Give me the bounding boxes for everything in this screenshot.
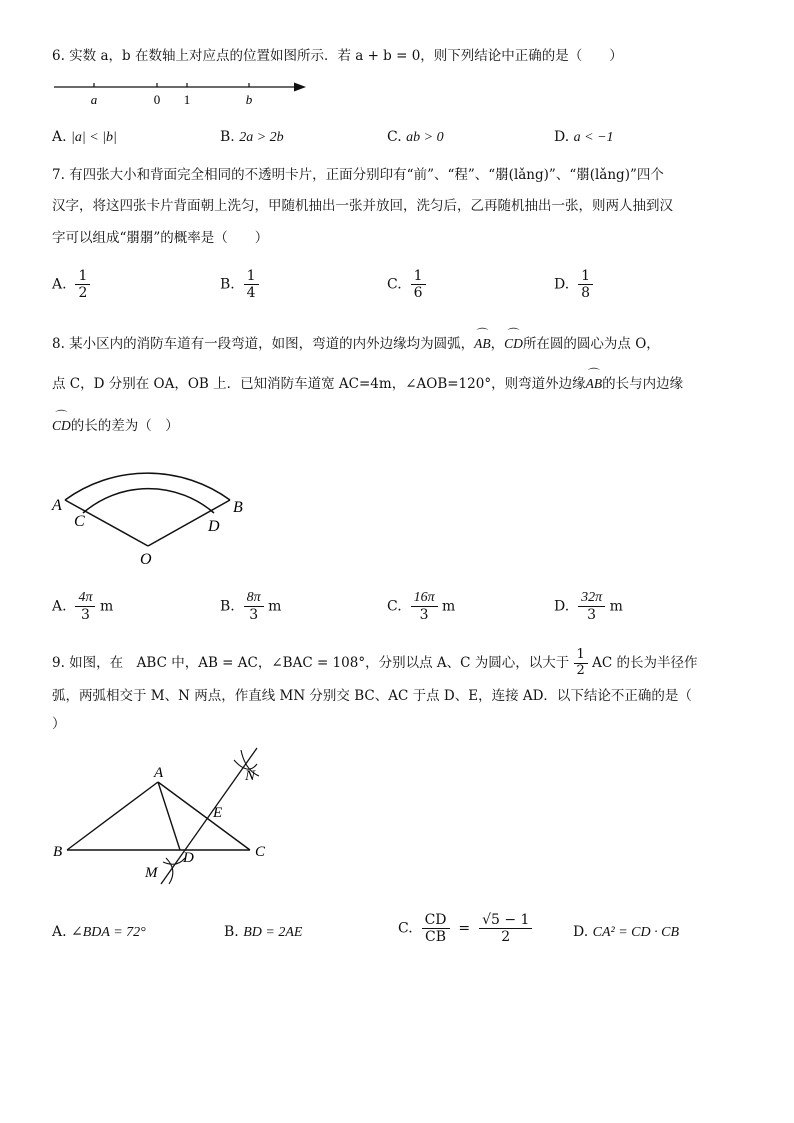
q6-stem: 6. 实数 a，b 在数轴上对应点的位置如图所示．若 a + b = 0，则下列结论中正确的是（ ） [52, 48, 623, 64]
axis-label-b: b [245, 92, 253, 107]
arc-ab-label: ⌒ AB [474, 336, 491, 352]
q9-option-c[interactable]: C. $\frac{CD}{CB}$ = $\frac{√5 - 1}{2}$ [398, 912, 532, 945]
q7-option-b[interactable]: B. $\frac{1}{4}$ [220, 268, 259, 301]
figure-label-d: D [208, 518, 220, 535]
figure-label-m: M [145, 865, 158, 881]
figure-label-c: C [255, 844, 266, 860]
q6-number-line [50, 74, 312, 108]
q8-line-2: 点 C，D 分别在 OA，OB 上．已知消防车道宽 AC=4m，∠AOB=120°，则弯道外边缘⌒ AB的长与内边缘 [52, 376, 683, 392]
q9-line-1: 9. 如图，在 ABC 中，AB = AC，∠BAC = 108°，分别以点 A、C 为圆心，以大于 $\frac{1}{2}$ AC 的长为半径作 [52, 647, 698, 678]
figure-label-b: B [233, 499, 243, 516]
q8-option-d[interactable]: D. $\frac{32\pi}{3}$ m [554, 590, 623, 624]
axis-label-1: 1 [183, 92, 191, 107]
number-line-arrow-icon [294, 83, 306, 92]
figure-label-a: A [52, 497, 62, 514]
axis-label-a: a [90, 92, 98, 107]
q7-option-d[interactable]: D. $\frac{1}{8}$ [554, 268, 593, 301]
segment-ad [158, 782, 180, 850]
figure-label-d: D [183, 850, 194, 866]
q7-line-1: 7. 有四张大小和背面完全相同的不透明卡片，正面分别印有“前”、“程”、“朤(lǎng)”、“朤(lǎng)”四个 [52, 167, 664, 183]
q9-line-3: ） [52, 716, 66, 732]
q8-line-3: ⌒ CD的长的差为（ ） [52, 418, 179, 434]
figure-label-c: C [74, 513, 85, 530]
q9-option-a[interactable]: A. ∠BDA = 72° [52, 924, 146, 940]
q8-option-b[interactable]: B. $\frac{8\pi}{3}$ m [220, 590, 282, 624]
q7-option-a[interactable]: A. $\frac{1}{2}$ [52, 268, 90, 301]
figure-label-a: A [154, 765, 164, 781]
q7-line-3: 字可以组成“朤朤”的概率是（ ） [52, 230, 269, 246]
q6-option-a[interactable]: A. |a| < |b| [52, 129, 117, 145]
q9-line-2: 弧，两弧相交于 M、N 两点，作直线 MN 分别交 BC、AC 于点 D、E，连接 AD．以下结论不正确的是（ [52, 688, 692, 704]
q8-option-a[interactable]: A. $\frac{4\pi}{3}$ m [52, 590, 114, 624]
segment-ba [67, 782, 158, 850]
q8-road-figure [40, 448, 260, 573]
q9-triangle-figure [45, 740, 275, 890]
q6-option-b[interactable]: B. 2a > 2b [220, 129, 284, 145]
q7-option-c[interactable]: C. $\frac{1}{6}$ [387, 268, 426, 301]
inner-arc-cd [83, 489, 214, 513]
outer-arc-ab [65, 473, 230, 500]
q8-option-c[interactable]: C. $\frac{16\pi}{3}$ m [387, 590, 456, 624]
q8-line-1: 8. 某小区内的消防车道有一段弯道，如图，弯道的内外边缘均为圆弧，⌒ AB，⌒ CD所在圆的圆心为点 O， [52, 336, 660, 352]
figure-label-n: N [245, 768, 256, 784]
arc-cd-label: ⌒ CD [504, 336, 523, 352]
figure-label-o: O [140, 551, 152, 568]
figure-label-e: E [213, 805, 223, 821]
q9-option-b[interactable]: B. BD = 2AE [224, 924, 303, 940]
axis-label-0: 0 [153, 92, 161, 107]
segment-ac [158, 782, 250, 850]
q6-option-d[interactable]: D. a < −1 [554, 129, 614, 145]
q9-option-d[interactable]: D. CA² = CD · CB [573, 924, 680, 940]
figure-label-b: B [53, 844, 63, 860]
q6-option-c[interactable]: C. ab > 0 [387, 129, 444, 145]
q7-line-2: 汉字，将这四张卡片背面朝上洗匀，甲随机抽出一张并放回，洗匀后，乙再随机抽出一张，则两人抽到汉 [52, 198, 673, 214]
